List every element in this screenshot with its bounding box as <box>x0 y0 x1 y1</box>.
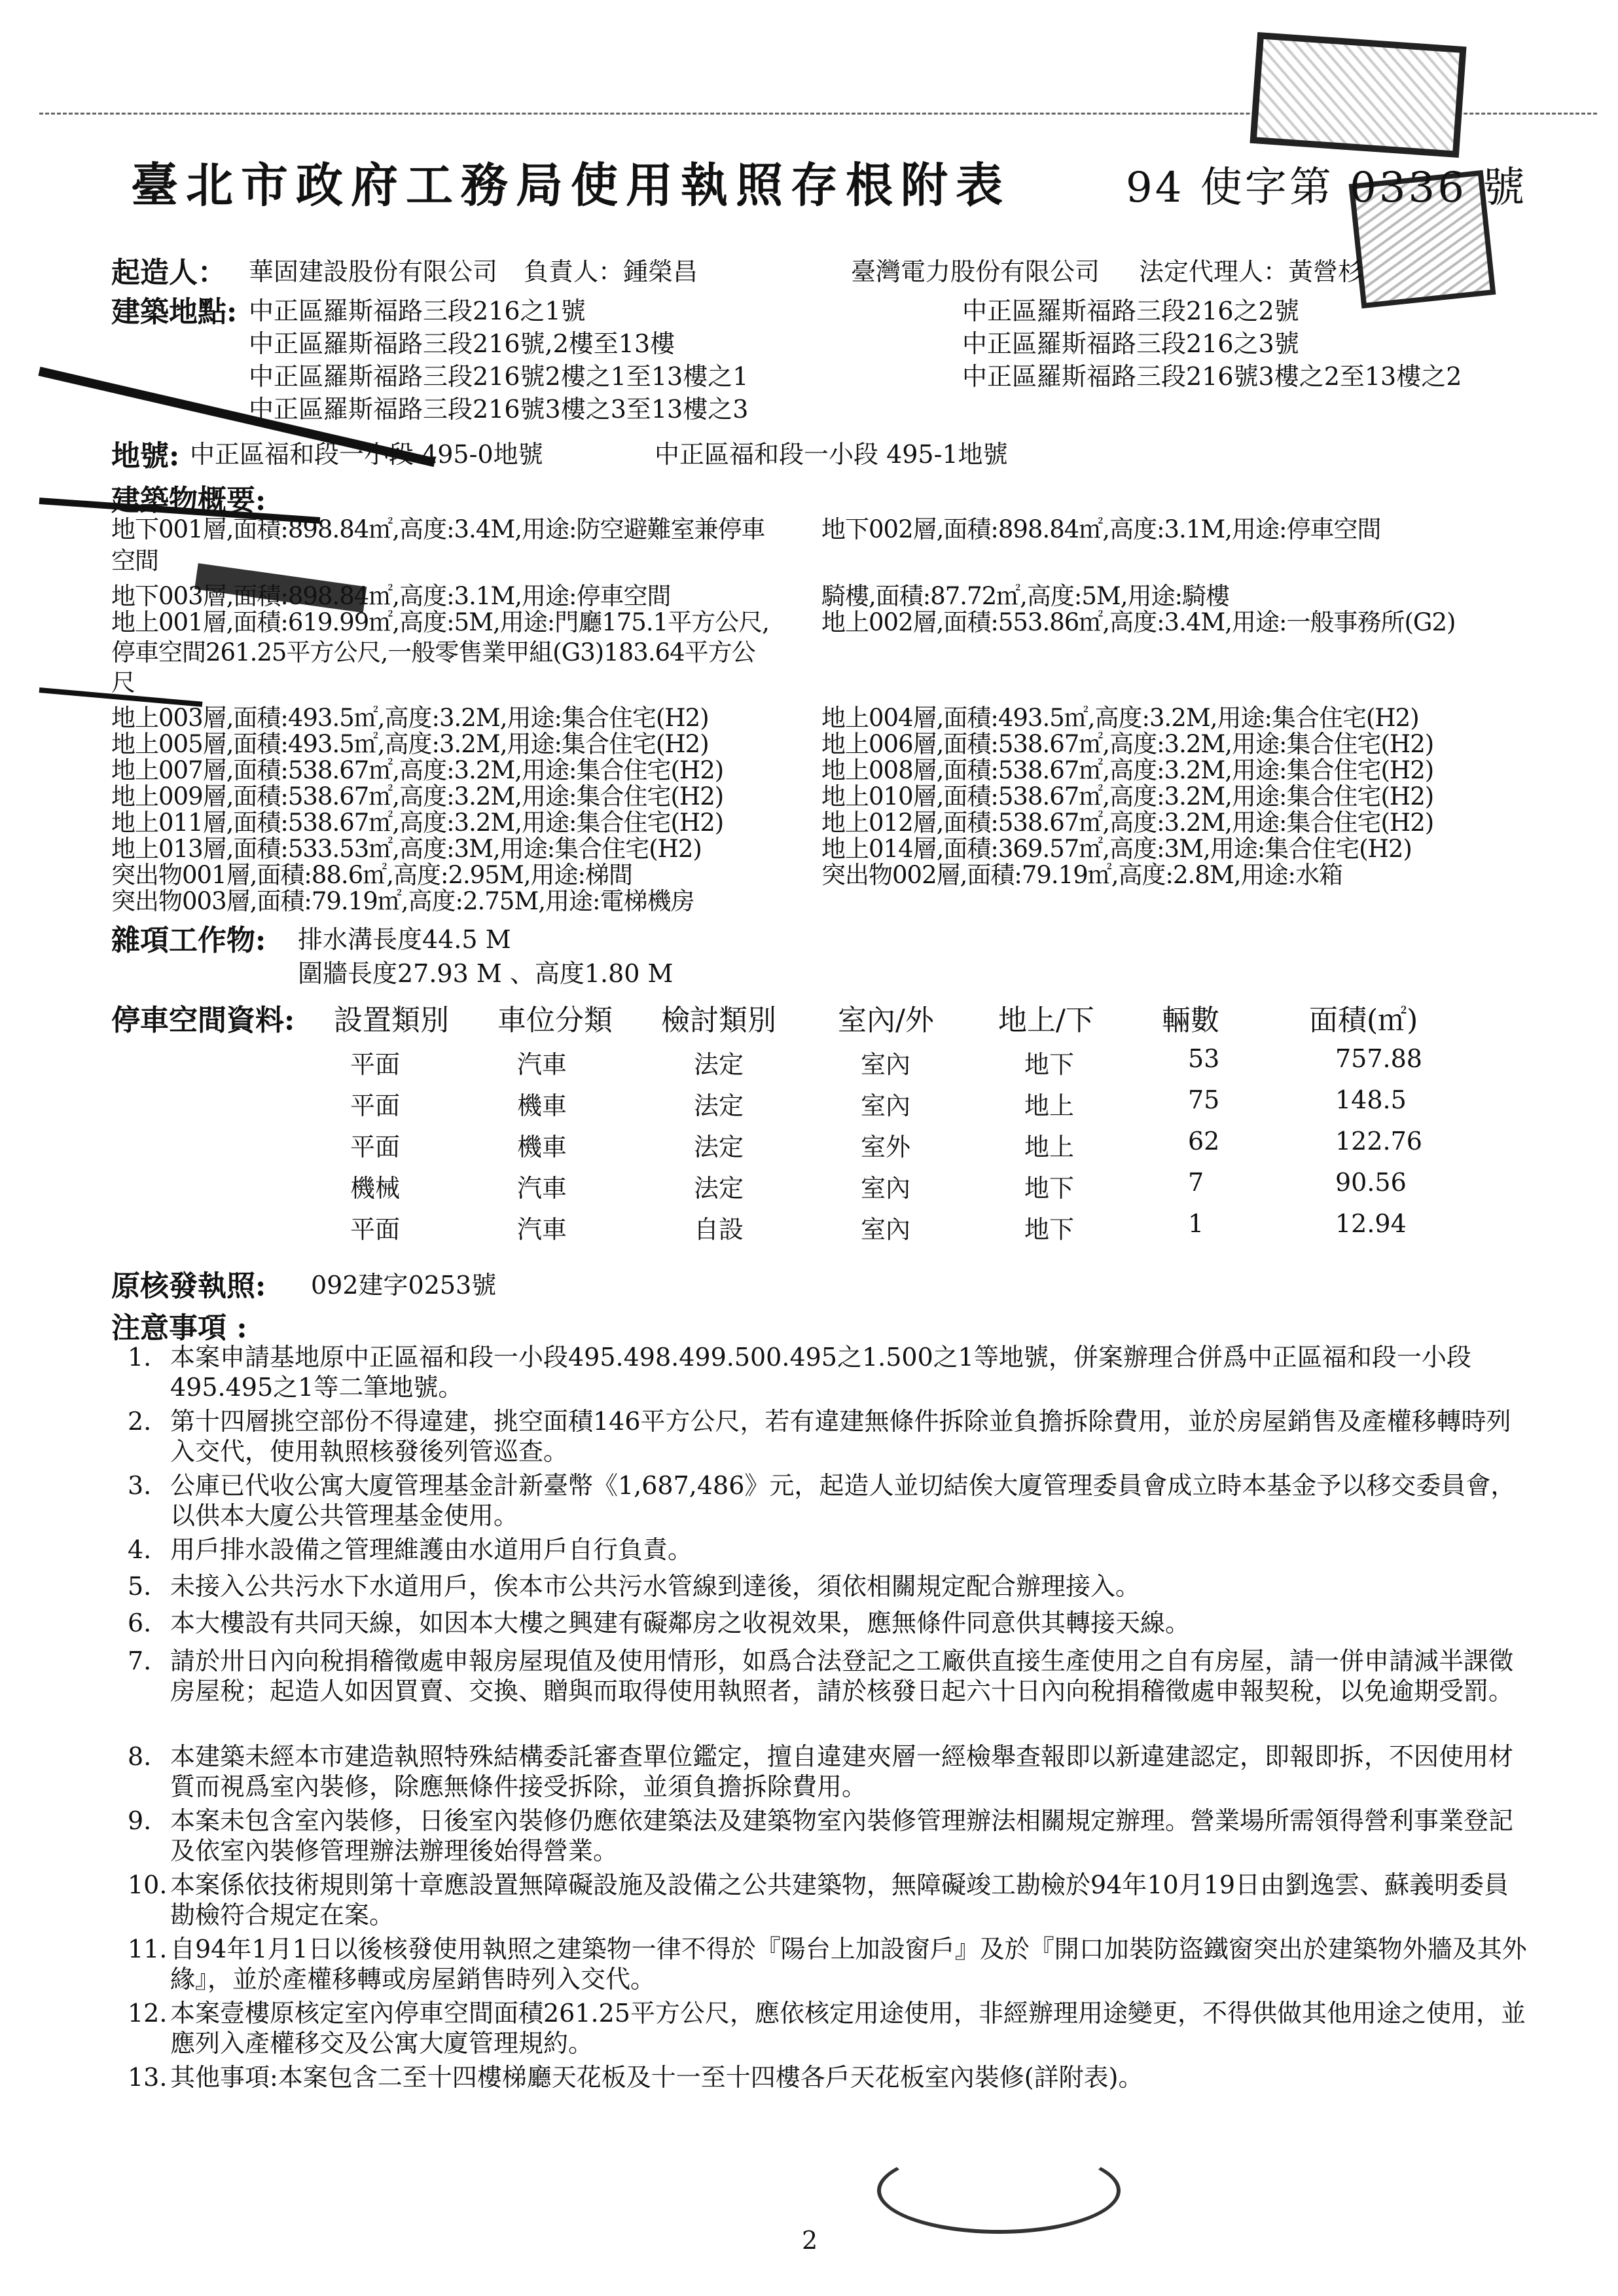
floor-entry: 地下001層,面積:898.84㎡,高度:3.4M,用途:防空避難室兼停車 <box>111 515 765 543</box>
floor-entry: 地上007層,面積:538.67㎡,高度:3.2M,用途:集合住宅(H2) <box>111 756 724 784</box>
parking-cell: 平面 <box>350 1215 401 1244</box>
applicant-company-1: 華固建設股份有限公司 <box>249 257 498 286</box>
lot-number-b: 中正區福和段一小段 495-1地號 <box>655 440 1008 469</box>
parking-cell: 平面 <box>350 1133 401 1161</box>
parking-cell: 地上 <box>1024 1133 1075 1161</box>
note-item <box>128 1646 1528 1706</box>
site-label: 建築地點: <box>111 295 238 329</box>
note-text: 本建築未經本市建造執照特殊結構委託審查單位鑑定，擅自違建夾層一經檢舉查報即以新違建認定，即報即拆，不因使用材質而視爲室內裝修，除應無條件接受拆除，並須負擔拆除費用。 <box>170 1742 1514 1801</box>
parking-cell: 機車 <box>517 1133 567 1161</box>
floor-entry: 地上012層,面積:538.67㎡,高度:3.2M,用途:集合住宅(H2) <box>821 809 1434 837</box>
floor-entry: 突出物002層,面積:79.19㎡,高度:2.8M,用途:水箱 <box>821 861 1342 889</box>
floor-entry: 地上011層,面積:538.67㎡,高度:3.2M,用途:集合住宅(H2) <box>111 809 724 837</box>
floor-entry: 地上013層,面積:533.53㎡,高度:3M,用途:集合住宅(H2) <box>111 835 702 863</box>
site-address: 中正區羅斯福路三段216號2樓之1至13樓之1 <box>249 362 749 391</box>
parking-header: 設置類別 <box>334 1004 449 1037</box>
parking-cell: 汽車 <box>517 1050 567 1079</box>
note-text: 本大樓設有共同天線，如因本大樓之興建有礙鄰房之收視效果，應無條件同意供其轉接天線。 <box>170 1609 1191 1637</box>
floor-entry: 突出物003層,面積:79.19㎡,高度:2.75M,用途:電梯機房 <box>111 887 694 915</box>
note-item <box>128 2062 1528 2092</box>
note-number: 2. <box>128 1407 152 1436</box>
note-item <box>128 1342 1528 1402</box>
applicant-rep-2: 法定代理人：黃營杉 <box>1139 257 1363 286</box>
note-number: 10. <box>128 1870 168 1899</box>
page-number: 2 <box>802 2226 818 2255</box>
parking-cell: 平面 <box>350 1091 401 1120</box>
parking-cell: 地下 <box>1024 1174 1075 1203</box>
note-number: 9. <box>128 1806 152 1835</box>
note-item <box>128 1741 1528 1802</box>
document-title: 臺北市政府工務局使用執照存根附表 <box>131 157 1011 213</box>
floor-entry: 地上002層,面積:553.86㎡,高度:3.4M,用途:一般事務所(G2) <box>821 608 1456 636</box>
note-text: 本案未包含室內裝修，日後室內裝修仍應依建築法及建築物室內裝修管理辦法相關規定辦理。營業場所需領得營利事業登記及依室內裝修管理辦法辦理後始得營業。 <box>170 1806 1514 1865</box>
parking-cell: 1 <box>1188 1209 1204 1238</box>
original-permit-number: 092建字0253號 <box>311 1271 497 1300</box>
parking-cell: 室內 <box>861 1215 911 1244</box>
parking-header: 面積(㎡) <box>1309 1004 1418 1037</box>
misc-works-label: 雜項工作物: <box>111 924 266 957</box>
note-item <box>128 1806 1528 1866</box>
floor-entry: 停車空間261.25平方公尺,一般零售業甲組(G3)183.64平方公 <box>111 638 755 666</box>
site-address: 中正區羅斯福路三段216號,2樓至13樓 <box>249 329 675 358</box>
parking-cell: 90.56 <box>1335 1168 1407 1197</box>
note-number: 8. <box>128 1742 152 1771</box>
floor-entry: 地上006層,面積:538.67㎡,高度:3.2M,用途:集合住宅(H2) <box>821 730 1434 758</box>
site-address: 中正區羅斯福路三段216號3樓之3至13樓之3 <box>249 395 749 424</box>
site-address: 中正區羅斯福路三段216之2號 <box>962 297 1299 325</box>
parking-cell: 室內 <box>861 1174 911 1203</box>
note-text: 第十四層挑空部份不得違建，挑空面積146平方公尺，若有違建無條件拆除並負擔拆除費用，並於房屋銷售及產權移轉時列入交代，使用執照核發後列管巡查。 <box>170 1407 1511 1466</box>
floor-entry: 地上004層,面積:493.5㎡,高度:3.2M,用途:集合住宅(H2) <box>821 704 1419 732</box>
note-number: 12. <box>128 1999 168 2028</box>
note-text: 自94年1月1日以後核發使用執照之建築物一律不得於『陽台上加設窗戶』及於『開口加裝防盜鐵窗突出於建築物外牆及其外緣』，並於產權移轉或房屋銷售時列入交代。 <box>170 1935 1527 1994</box>
note-number: 4. <box>128 1535 152 1564</box>
parking-cell: 法定 <box>694 1174 744 1203</box>
note-number: 6. <box>128 1609 152 1637</box>
notes-label: 注意事項 : <box>111 1311 247 1345</box>
note-number: 7. <box>128 1647 152 1675</box>
parking-cell: 62 <box>1188 1127 1220 1156</box>
parking-cell: 12.94 <box>1335 1209 1407 1238</box>
note-text: 請於卅日內向稅捐稽徵處申報房屋現值及使用情形，如爲合法登記之工廠供直接生產使用之自有房屋，請一併申請減半課徵房屋稅；起造人如因買賣、交換、贈與而取得使用執照者，請於核發日起六十日內向稅捐稽徵處申報契稅，以免逾期受罰。 <box>170 1647 1514 1705</box>
parking-cell: 自設 <box>694 1215 744 1244</box>
note-item <box>128 1934 1528 1994</box>
note-text: 公庫已代收公寓大廈管理基金計新臺幣《1,687,486》元，起造人並切結俟大廈管理委員會成立時本基金予以移交委員會，以供本大廈公共管理基金使用。 <box>170 1471 1516 1530</box>
parking-cell: 室內 <box>861 1050 911 1079</box>
parking-cell: 地下 <box>1024 1215 1075 1244</box>
floor-entry: 地下002層,面積:898.84㎡,高度:3.1M,用途:停車空間 <box>821 515 1381 543</box>
note-number: 11. <box>128 1935 168 1963</box>
parking-cell: 機車 <box>517 1091 567 1120</box>
overview-label: 建築物概要: <box>111 484 266 517</box>
parking-header: 室內/外 <box>838 1004 934 1037</box>
parking-cell: 法定 <box>694 1133 744 1161</box>
applicant-label: 起造人： <box>111 256 226 289</box>
floor-entry: 尺 <box>111 668 135 697</box>
site-address: 中正區羅斯福路三段216號3樓之2至13樓之2 <box>962 362 1462 391</box>
floor-entry: 地上009層,面積:538.67㎡,高度:3.2M,用途:集合住宅(H2) <box>111 782 724 811</box>
parking-cell: 汽車 <box>517 1215 567 1244</box>
parking-cell: 757.88 <box>1335 1044 1422 1073</box>
lot-number-a: 中正區福和段一小段 495-0地號 <box>190 440 543 469</box>
floor-entry: 空間 <box>111 547 158 575</box>
parking-cell: 122.76 <box>1335 1127 1422 1156</box>
page-seal-stamp <box>877 2147 1121 2234</box>
applicant-rep-1: 負責人：鍾榮昌 <box>524 257 698 286</box>
parking-cell: 汽車 <box>517 1174 567 1203</box>
official-seal-stamp <box>1249 32 1466 158</box>
note-item <box>128 1470 1528 1531</box>
floor-entry: 地上003層,面積:493.5㎡,高度:3.2M,用途:集合住宅(H2) <box>111 704 709 732</box>
note-item <box>128 1870 1528 1930</box>
site-address: 中正區羅斯福路三段216之1號 <box>249 297 586 325</box>
parking-cell: 室外 <box>861 1133 911 1161</box>
parking-cell: 75 <box>1188 1085 1220 1114</box>
misc-works-wall: 圍牆長度27.93 M 、高度1.80 M <box>298 959 674 988</box>
note-item <box>128 1608 1528 1638</box>
permit-number: 94 使字第 0336 號 <box>1126 164 1528 212</box>
note-item <box>128 1406 1528 1467</box>
parking-cell: 平面 <box>350 1050 401 1079</box>
parking-cell: 地上 <box>1024 1091 1075 1120</box>
note-number: 3. <box>128 1471 152 1500</box>
parking-cell: 法定 <box>694 1091 744 1120</box>
floor-entry: 地上005層,面積:493.5㎡,高度:3.2M,用途:集合住宅(H2) <box>111 730 709 758</box>
parking-cell: 148.5 <box>1335 1085 1407 1114</box>
parking-header: 輛數 <box>1162 1004 1219 1037</box>
note-number: 5. <box>128 1572 152 1601</box>
note-text: 本案係依技術規則第十章應設置無障礙設施及設備之公共建築物，無障礙竣工勘檢於94年10月19日由劉逸雲、蘇義明委員勘檢符合規定在案。 <box>170 1870 1509 1929</box>
note-text: 本案壹樓原核定室內停車空間面積261.25平方公尺，應依核定用途使用，非經辦理用途變更，不得供做其他用途之使用，並應列入產權移交及公寓大廈管理規約。 <box>170 1999 1526 2058</box>
note-item <box>128 1535 1528 1565</box>
parking-cell: 法定 <box>694 1050 744 1079</box>
original-permit-label: 原核發執照: <box>111 1269 266 1303</box>
floor-entry: 地上010層,面積:538.67㎡,高度:3.2M,用途:集合住宅(H2) <box>821 782 1434 811</box>
parking-header: 檢討類別 <box>661 1004 776 1037</box>
applicant-company-2: 臺灣電力股份有限公司 <box>851 257 1100 286</box>
parking-cell: 地下 <box>1024 1050 1075 1079</box>
floor-entry: 地上014層,面積:369.57㎡,高度:3M,用途:集合住宅(H2) <box>821 835 1412 863</box>
parking-cell: 7 <box>1188 1168 1204 1197</box>
note-item <box>128 1571 1528 1601</box>
floor-entry: 地下003層,面積:898.84㎡,高度:3.1M,用途:停車空間 <box>111 582 671 610</box>
note-text: 其他事項:本案包含二至十四樓梯廳天花板及十一至十四樓各戶天花板室內裝修(詳附表)。 <box>170 2063 1143 2092</box>
floor-entry: 騎樓,面積:87.72㎡,高度:5M,用途:騎樓 <box>821 582 1230 610</box>
note-item <box>128 1998 1528 2058</box>
note-number: 1. <box>128 1343 152 1372</box>
parking-header: 地上/下 <box>998 1004 1094 1037</box>
note-number: 13. <box>128 2063 168 2092</box>
note-text: 用戶排水設備之管理維護由水道用戶自行負責。 <box>170 1535 693 1564</box>
site-address: 中正區羅斯福路三段216之3號 <box>962 329 1299 358</box>
parking-cell: 機械 <box>350 1174 401 1203</box>
floor-entry: 地上008層,面積:538.67㎡,高度:3.2M,用途:集合住宅(H2) <box>821 756 1434 784</box>
misc-works-drainage: 排水溝長度44.5 M <box>298 925 511 954</box>
parking-cell: 室內 <box>861 1091 911 1120</box>
floor-entry: 地上001層,面積:619.99㎡,高度:5M,用途:門廳175.1平方公尺, <box>111 608 769 636</box>
lot-label: 地號: <box>111 439 180 473</box>
floor-entry: 突出物001層,面積:88.6㎡,高度:2.95M,用途:梯間 <box>111 861 632 889</box>
note-text: 未接入公共污水下水道用戶，俟本市公共污水管線到達後，須依相關規定配合辦理接入。 <box>170 1572 1141 1601</box>
parking-label: 停車空間資料: <box>111 1004 295 1037</box>
note-text: 本案申請基地原中正區福和段一小段495.498.499.500.495之1.500之1等地號，併案辦理合併爲中正區福和段一小段495.495之1等二筆地號。 <box>170 1343 1471 1402</box>
parking-cell: 53 <box>1188 1044 1220 1073</box>
parking-header: 車位分類 <box>497 1004 613 1037</box>
